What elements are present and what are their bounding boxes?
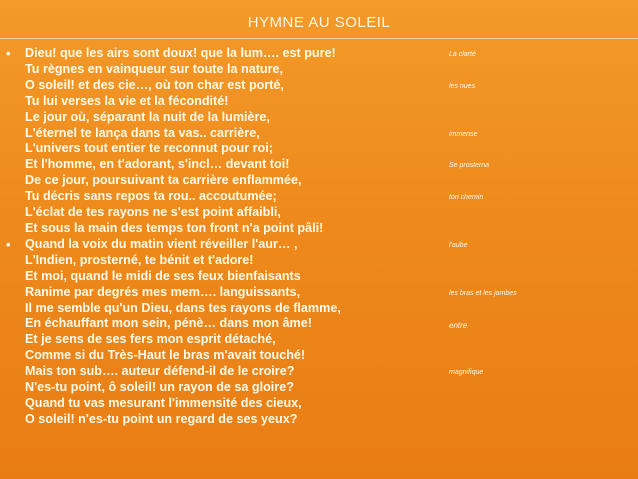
poem-line: Ranime par degrés mes mem…. languissants,	[25, 284, 301, 299]
poem-line: Mais ton sub…. auteur défend-il de le croire?	[25, 364, 295, 379]
poem-line: Et sous la main des temps ton front n'a point pâli!	[25, 220, 324, 235]
gloss-note: les nues	[449, 82, 476, 90]
slide-title: HYMNE AU SOLEIL	[247, 14, 391, 31]
stanza	[6, 237, 426, 428]
gloss-note: Se prosterna	[449, 162, 490, 170]
poem-line: En échauffant mon sein, pénè… dans mon âme!	[25, 316, 312, 331]
poem-line: L'éternel te lança dans ta vas.. carrière,	[25, 125, 260, 140]
gloss-note: immense	[449, 130, 478, 138]
poem-line: Et je sens de ses fers mon esprit détaché,	[25, 332, 276, 347]
gloss-note: l'aube	[449, 241, 468, 249]
title-divider	[0, 38, 638, 39]
poem-line: Dieu! que les airs sont doux! que la lum…. est pure!	[25, 46, 336, 60]
poem-line: Comme si du Très-Haut le bras m'avait touché!	[25, 348, 306, 363]
poem-body	[6, 46, 426, 428]
poem-line: Et l'homme, en t'adorant, s'incl… devant toi!	[25, 157, 290, 172]
poem-line: Tu décris sans repos ta rou.. accoutumée;	[25, 189, 277, 204]
poem-line: Le jour où, séparant la nuit de la lumière,	[25, 109, 270, 124]
poem-line: O soleil! et des cie…, où ton char est porté,	[25, 77, 284, 92]
poem-line: O soleil! n'es-tu point un regard de ses yeux?	[25, 411, 298, 426]
bullet-icon: •	[6, 46, 11, 61]
poem-line: N'es-tu point, ô soleil! un rayon de sa gloire?	[25, 380, 294, 395]
gloss-note: La clarté	[449, 51, 476, 58]
gloss-note: magnifique	[449, 369, 484, 376]
poem-line: Tu règnes en vainqueur sur toute la nature,	[25, 61, 283, 76]
stanza	[6, 46, 426, 237]
poem-line: L'univers tout entier te reconnut pour roi;	[25, 141, 273, 156]
gloss-note: entre	[449, 321, 468, 331]
poem-line: Il me semble qu'un Dieu, dans tes rayons de flamme,	[25, 300, 341, 315]
poem-line: Quand tu vas mesurant l'immensité des cieux,	[25, 395, 302, 410]
poem-line: De ce jour, poursuivant ta carrière enflammée,	[25, 173, 302, 188]
gloss-note: les bras et les jambes	[449, 289, 517, 297]
poem-line: L'Indien, prosterné, te bénit et t'adore!	[25, 252, 254, 267]
bullet-icon: •	[6, 236, 11, 252]
gloss-note: ton chemin	[449, 194, 484, 202]
poem-line: Tu lui verses la vie et la fécondité!	[25, 93, 229, 108]
poem-line: Et moi, quand le midi de ses feux bienfaisants	[25, 268, 301, 283]
poem-line: Quand la voix du matin vient réveiller l'aur… ,	[25, 236, 298, 251]
poem-line: L'éclat de tes rayons ne s'est point affaibli,	[25, 205, 281, 220]
